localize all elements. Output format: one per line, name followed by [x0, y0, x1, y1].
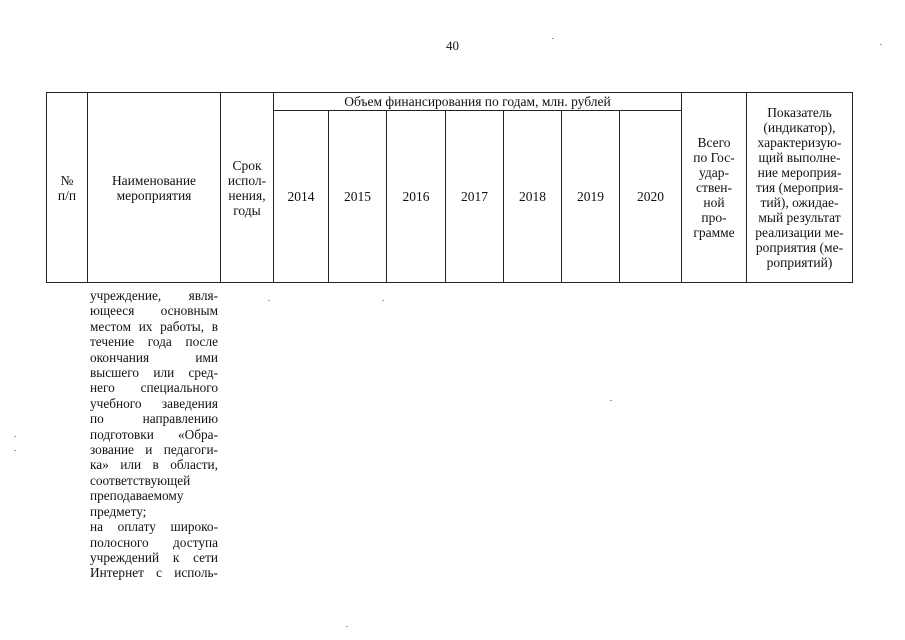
text-line: течение года после [90, 334, 218, 350]
text-line: ка» или в области, [90, 457, 218, 473]
scan-speck [346, 626, 348, 627]
scan-speck [382, 300, 384, 301]
text-line: полосного доступа [90, 534, 218, 550]
text-line: учреждение, явля- [90, 288, 218, 303]
text-line: по направлению [90, 411, 218, 427]
col-header-indicator [747, 93, 853, 283]
year-2015: 2015 [329, 111, 387, 283]
indicator-line-4: щий выполне- [758, 150, 841, 165]
year-2018: 2018 [504, 111, 562, 283]
text-line: Интернет с исполь- [90, 565, 218, 581]
text-line: преподаваемому [90, 488, 184, 504]
total-line-4: ствен- [696, 180, 732, 195]
col-header-number [47, 93, 88, 283]
indicator-line-1: Показатель [767, 105, 832, 120]
indicator-line-2: (индикатор), [763, 120, 836, 135]
text-line: предмету; [90, 503, 147, 519]
scan-speck [14, 436, 16, 437]
text-line: окончания ими [90, 349, 218, 365]
text-line: учебного заведения [90, 395, 218, 411]
term-line-4: годы [233, 202, 261, 218]
text-line: на оплату широко- [90, 519, 218, 535]
text-line: ющееся основным [90, 303, 218, 319]
text-line: учреждений к сети [90, 549, 218, 565]
page-number: 40 [446, 38, 459, 53]
year-2017: 2017 [446, 111, 504, 283]
text-line: зование и педагоги- [90, 442, 218, 458]
col-header-funding: Объем финансирования по годам, млн. рублей [274, 93, 682, 111]
scan-speck [14, 450, 16, 451]
term-line-1: Срок [232, 157, 262, 173]
indicator-line-8: мый результат [758, 210, 841, 225]
scan-speck [610, 400, 612, 401]
scan-speck [552, 38, 554, 39]
name-line-1: Наименование [111, 172, 197, 188]
text-line: подготовки «Обра- [90, 426, 218, 442]
total-line-5: ной [703, 195, 725, 210]
program-table-header [46, 92, 853, 283]
scan-speck [268, 300, 270, 301]
name-line-2: мероприятия [116, 187, 192, 203]
number-line-2: п/п [57, 187, 77, 203]
indicator-line-6: тия (мероприя- [755, 180, 844, 195]
indicator-line-11: роприятий) [766, 255, 833, 270]
total-line-3: удар- [698, 165, 729, 180]
year-2020: 2020 [620, 111, 682, 283]
indicator-line-9: реализации ме- [755, 225, 844, 240]
col-header-total [682, 93, 747, 283]
col-header-name [88, 93, 221, 283]
activity-description-text [90, 288, 218, 581]
year-2019: 2019 [562, 111, 620, 283]
indicator-line-3: характеризую- [757, 135, 842, 150]
total-line-6: про- [701, 210, 727, 225]
text-line: соответствующей [90, 472, 191, 488]
indicator-line-5: ние мероприя- [757, 165, 842, 180]
indicator-line-7: тий), ожидае- [760, 195, 839, 210]
scan-speck [880, 44, 882, 45]
term-line-2: испол- [227, 172, 267, 188]
col-header-term [221, 93, 274, 283]
total-line-1: Всего [697, 135, 731, 150]
indicator-line-10: роприятия (ме- [755, 240, 844, 255]
text-line: местом их работы, в [90, 318, 218, 334]
total-line-2: по Гос- [693, 150, 735, 165]
term-line-3: нения, [228, 187, 266, 203]
number-line-1: № [60, 172, 74, 188]
total-line-7: грамме [693, 225, 735, 240]
text-line: него специального [90, 380, 218, 396]
text-line: высшего или сред- [90, 365, 218, 381]
year-2014: 2014 [274, 111, 329, 283]
year-2016: 2016 [387, 111, 446, 283]
